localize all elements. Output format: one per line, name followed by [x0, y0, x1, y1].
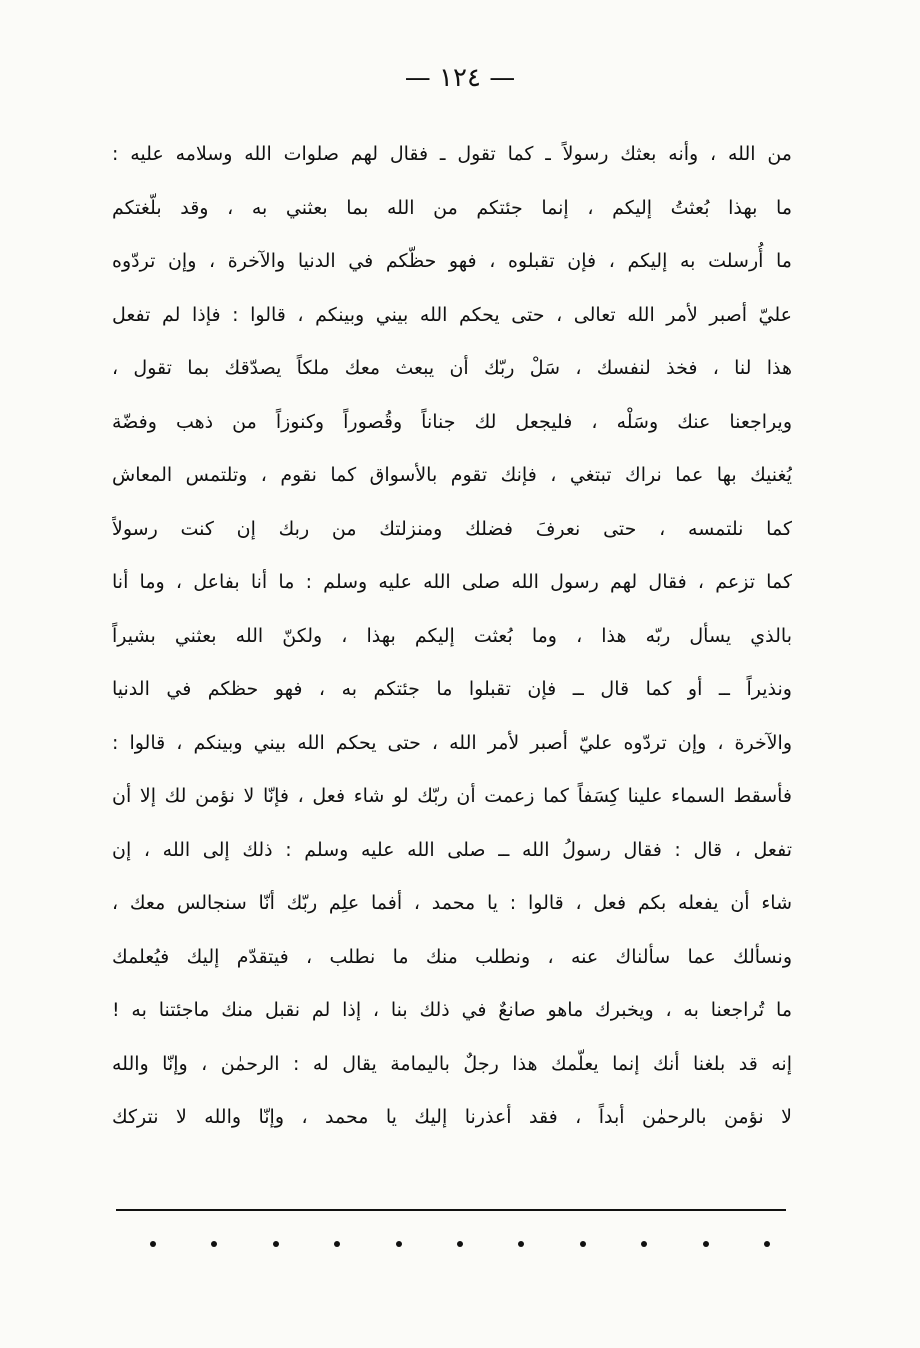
separator-dot — [150, 1241, 156, 1247]
text-line: إنه قد بلغنا أنك إنما يعلّمك هذا رجلٌ باليمامة يقال له : الرحمٰن ، وإنّا والله — [112, 1052, 792, 1075]
separator-dot — [764, 1241, 770, 1247]
body-text — [112, 128, 792, 1145]
text-line: ويراجعنا عنك وسَلْه ، فليجعل لك جناناً وقُصوراً وكنوزاً من ذهب وفضّة — [112, 410, 792, 433]
separator-dot — [211, 1241, 217, 1247]
separator-dot — [703, 1241, 709, 1247]
text-line: بالذي يسأل ربّه هذا ، وما بُعثت إليكم بهذا ، ولكنّ الله بعثني بشيراً — [112, 624, 792, 647]
text-line: ونذيراً ــ أو كما قال ــ فإن تقبلوا ما جئتكم به ، فهو حظكم في الدنيا — [112, 678, 792, 700]
text-line: والآخرة ، وإن تردّوه عليّ أصبر لأمر الله ، حتى يحكم الله بيني وبينكم ، قالوا : — [112, 731, 792, 754]
separator-dot — [580, 1241, 586, 1247]
text-line: كما تزعم ، فقال لهم رسول الله صلى الله عليه وسلم : ما أنا بفاعل ، وما أنا — [112, 571, 792, 593]
separator-dot — [396, 1241, 402, 1247]
text-line: كما نلتمسه ، حتى نعرفَ فضلك ومنزلتك من ربك إن كنت رسولاً — [112, 517, 792, 540]
text-line: لا نؤمن بالرحمٰن أبداً ، فقد أعذرنا إليك يا محمد ، وإنّا والله لا نتركك — [112, 1106, 792, 1128]
text-line: عليّ أصبر لأمر الله تعالى ، حتى يحكم الله بيني وبينكم ، قالوا : فإذا لم تفعل — [112, 303, 792, 326]
text-line: هذا لنا ، فخذ لنفسك ، سَلْ ربّك أن يبعث معك ملكاً يصدّقك بما تقول ، — [112, 357, 792, 379]
footnote-divider — [116, 1209, 786, 1211]
separator-dot — [518, 1241, 524, 1247]
text-line: فأسقط السماء علينا كِسَفاً كما زعمت أن ربّك لو شاء فعل ، فإنّا لا نؤمن لك إلا أن — [112, 785, 792, 807]
page-number: — ١٢٤ — — [404, 63, 516, 93]
separator-dot — [273, 1241, 279, 1247]
text-line: ما أُرسلت به إليكم ، فإن تقبلوه ، فهو حظّكم في الدنيا والآخرة ، وإن تردّوه — [112, 250, 792, 272]
separator-dot — [334, 1241, 340, 1247]
text-line: يُغنيك بها عما نراك تبتغي ، فإنك تقوم بالأسواق كما نقوم ، وتلتمس المعاش — [112, 464, 792, 486]
text-line: ما تُراجعنا به ، ويخبرك ماهو صانعٌ في ذلك بنا ، إذا لم نقبل منك ماجئتنا به ! — [112, 999, 792, 1021]
separator-dot — [641, 1241, 647, 1247]
text-line: شاء أن يفعله بكم فعل ، قالوا : يا محمد ، أفما علِم ربّك أنّا سنجالس معك ، — [112, 892, 792, 914]
text-line: تفعل ، قال : فقال رسولُ الله ــ صلى الله عليه وسلم : ذلك إلى الله ، إن — [112, 838, 792, 861]
text-line: من الله ، وأنه بعثك رسولاً ـ كما تقول ـ فقال لهم صلوات الله وسلامه عليه : — [112, 143, 792, 165]
text-line: ما بهذا بُعثتُ إليكم ، إنما جئتكم من الله بما بعثني به ، وقد بلّغتكم — [112, 196, 792, 219]
separator-dot — [457, 1241, 463, 1247]
text-line: ونسألك عما سألناك عنه ، ونطلب منك ما نطلب ، فيتقدّم إليك فيُعلمك — [112, 945, 792, 968]
dotted-separator — [150, 1232, 770, 1256]
